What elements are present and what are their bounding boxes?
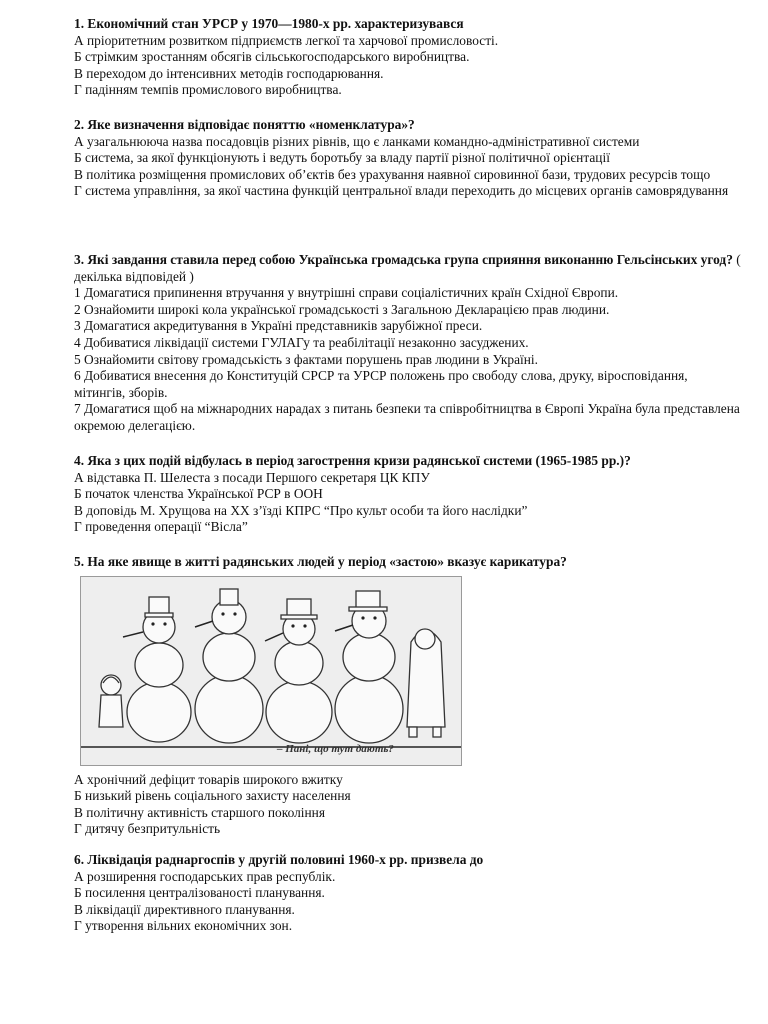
- question-4: [74, 453, 742, 536]
- question-2-title: 2. Яке визначення відповідає поняттю «номенклатура»?: [74, 117, 415, 132]
- question-2-option-d: Г система управління, за якої частина функцій центральної влади переходить до місцевих органів самоврядування: [74, 183, 729, 199]
- question-2-option-b: Б система, за якої функціонують і ведуть боротьбу за владу партії різної політичної орієнтації: [74, 150, 610, 166]
- question-1: [74, 16, 742, 99]
- question-4-title: 4. Яка з цих подій відбулась в період загострення кризи радянської системи (1965-1985 рр.)?: [74, 453, 631, 468]
- question-3-option-4: 4 Добиватися ліквідації системи ГУЛАГу та реабілітації незаконно засуджених.: [74, 334, 529, 350]
- cartoon-caption: – Пані, що тут дають?: [277, 742, 394, 755]
- question-3-option-1: 1 Домагатися припинення втручання у внутрішні справи соціалістичних країн Східної Європи.: [74, 285, 619, 301]
- question-4-option-b: Б початок членства Української РСР в ООН: [74, 486, 323, 502]
- question-4-option-a: А відставка П. Шелеста з посади Першого секретаря ЦК КПУ: [74, 469, 430, 485]
- question-6-option-d: Г утворення вільних економічних зон.: [74, 918, 293, 934]
- question-5: [74, 554, 742, 838]
- question-1-title: 1. Економічний стан УРСР у 1970—1980-х рр. характеризувався: [74, 16, 464, 31]
- question-3: [74, 252, 742, 435]
- question-6-option-b: Б посилення централізованості планування.: [74, 885, 325, 901]
- question-3-option-6: 6 Добиватися внесення до Конституцій СРСР та УРСР положень про свободу слова, друку, віросповідання, мітингів, зборів.: [74, 368, 688, 400]
- question-3-option-3: 3 Домагатися акредитування в Україні представників зарубіжної преси.: [74, 318, 483, 334]
- question-1-option-c: В переходом до інтенсивних методів господарювання.: [74, 65, 384, 81]
- question-3-option-7: 7 Домагатися щоб на міжнародних нарадах з питань безпеки та співробітництва в Європі Україна була представлена окремою делегацією.: [74, 401, 740, 433]
- snowmen-cartoon: [80, 576, 462, 766]
- question-4-option-c: В доповідь М. Хрущова на ХХ з’їзді КПРС “Про культ особи та його наслідки”: [74, 502, 528, 518]
- question-5-option-b: Б низький рівень соціального захисту населення: [74, 788, 351, 804]
- question-5-options: [74, 772, 742, 838]
- question-2-option-c: В політика розміщення промислових об’єктів без урахування наявної сировинної бази, трудових ресурсів тощо: [74, 166, 711, 182]
- question-6-option-c: В ліквідації директивного планування.: [74, 901, 295, 917]
- question-6-title: 6. Ліквідація раднаргоспів у другій половині 1960-х рр. призвела до: [74, 852, 484, 867]
- question-2: [74, 117, 742, 200]
- question-3-title: 3. Які завдання ставила перед собою Українська громадська група сприяння виконанню Гельсінських угод?: [74, 252, 733, 267]
- question-5-option-c: В політичну активність старшого покоління: [74, 804, 325, 820]
- question-1-option-b: Б стрімким зростанням обсягів сільськогосподарського виробництва.: [74, 49, 470, 65]
- question-6: [74, 852, 742, 935]
- question-5-title: 5. На яке явище в житті радянських людей у період «застою» вказує карикатура?: [74, 554, 567, 569]
- question-1-option-a: А пріоритетним розвитком підприємств легкої та харчової промисловості.: [74, 32, 499, 48]
- question-3-option-2: 2 Ознайомити широкі кола української громадськості з Загальною Декларацією прав людини.: [74, 301, 610, 317]
- question-3-title-block: [74, 252, 742, 285]
- question-6-option-a: А розширення господарських прав республік.: [74, 868, 336, 884]
- question-4-option-d: Г проведення операції “Вісла”: [74, 519, 248, 535]
- question-5-option-a: А хронічний дефіцит товарів широкого вжитку: [74, 771, 343, 787]
- question-3-note: ( декілька відповідей ): [74, 252, 741, 284]
- cartoon-drawing: [81, 577, 461, 765]
- question-3-option-5: 5 Ознайомити світову громадськість з фактами порушень прав людини в Україні.: [74, 351, 538, 367]
- question-5-option-d: Г дитячу безпритульність: [74, 821, 221, 837]
- question-2-option-a: А узагальнююча назва посадовців різних рівнів, що є ланками командно-адміністративної системи: [74, 133, 640, 149]
- question-1-option-d: Г падінням темпів промислового виробництва.: [74, 82, 342, 98]
